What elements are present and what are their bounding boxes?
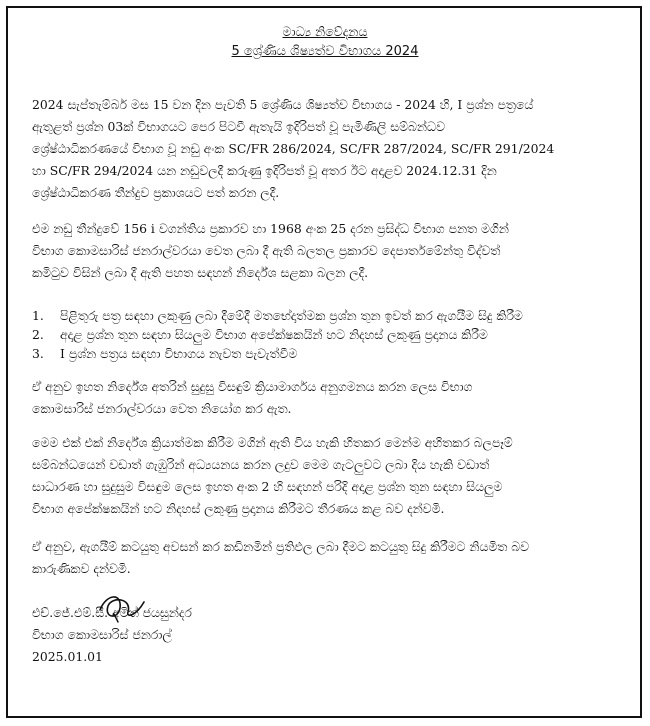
list-text: අදාළ ප්‍රශ්න තුන සඳහා සියලුම විභාග අපේක්ෂකයින් හට නිදහස් ලකුණු ප්‍රදානය කිරීම [60,327,488,342]
paragraph-line: කමිටුව විසින් ලබා දී ඇති පහත සඳහන් නිර්දේශ සළකා බලන ලදී. [32,265,369,280]
signatory-name: එච්.ජේ.එම්.සී. අමිත් ජයසුන්දර [32,605,192,620]
document-subtitle: 5 ශ්‍රේණිය ශිෂ්‍යත්ව විභාගය 2024 [231,44,419,59]
list-item [32,344,616,363]
paragraph-court-case [32,94,616,204]
signature-date: 2025.01.01 [32,649,103,664]
paragraph-line: සාධාරණ හා සුදුසුම විසඳුම ලෙස ඉහත අංක 2 හි සඳහන් පරිදි අදාළ ප්‍රශ්න තුන සඳහා සියලුම [32,479,503,494]
signatory-designation: විභාග කොමසාරිස් ජනරාල් [32,627,172,642]
paragraph-closing [32,536,616,580]
document-title: මාධ්‍ය නිවේදනය [282,24,368,39]
paragraph-line: හා SC/FR 294/2024 යන නඩුවලදී කරුණු ඉදිරිපත් වූ අතර ඊට අදාළව 2024.12.31 දින [32,163,497,178]
list-item [32,306,616,325]
paragraph-line: ඇතුළත් ප්‍රශ්න 03ක් විභාගයට පෙර පිටවී ඇතැයි ඉදිරිපත් වූ පැමිණිලි සම්බන්ධව [32,119,446,134]
paragraph-line: ඒ අනුව ඉහත නිර්දේශ අතරින් සුදුසු විසඳුම් ක්‍රියාමාර්ගය අනුගමනය කරන ලෙස විභාග [32,379,473,394]
paragraph-line: විභාග කොමසාරිස් ජනරාල්වරයා වෙත ලබා දී ඇති බලතල ප්‍රකාරව දෙපාර්තමේන්තු විද්වත් [32,243,501,258]
paragraph-line: ඒ අනුව, ඇගයීම් කටයුතු අවසන් කර කඩිනමින් ප්‍රතිඵල ලබා දීමට කටයුතු සිදු කිරීමට නියමිත බව [32,539,530,554]
paragraph-line: ශ්‍රේෂ්ඨාධිකරණ තීන්දුව ප්‍රකාශයට පත් කරන ලදී. [32,185,280,200]
paragraph-line: ශ්‍රේෂ්ඨාධිකරණයේ විභාග වූ නඩු අංක SC/FR 286/2024, SC/FR 287/2024, SC/FR 291/2024 [32,141,555,156]
paragraph-line: විභාග අපේක්ෂකයින් හට නිදහස් ලකුණු ප්‍රදානය කිරීමට තීරණය කළ බව දන්වමි. [32,501,445,516]
recommendation-list [32,306,616,363]
signature-block [32,602,192,668]
paragraph-order [32,376,616,420]
paragraph-decision [32,432,616,520]
paragraph-line: 2024 සැප්තැම්බර් මස 15 වන දින පැවති 5 ශ්‍රේණිය ශිෂ්‍යත්ව විභාගය - 2024 හි, I ප්‍රශ්න පත්‍රයේ [32,97,534,112]
paragraph-line: කොමසාරිස් ජනරාල්වරයා වෙත නියෝග කර ඇත. [32,401,292,416]
paragraph-committee [32,218,616,284]
list-number: 1. [32,308,44,323]
paragraph-line: සම්බන්ධයෙන් වඩාත් ගැඹුරින් අධ්‍යයනය කරන ලදුව මෙම ගැටලුවට ලබා දිය හැකි වඩාත් [32,457,490,472]
paragraph-line: එම නඩු තීන්දුවේ 156 i වගන්තිය ප්‍රකාරව හා 1968 අංක 25 දරන ප්‍රසිද්ධ විභාග පනත මගින් [32,221,509,236]
list-text: I ප්‍රශ්න පත්‍රය සඳහා විභාගය නැවත පැවැත්වීම [60,346,298,361]
list-number: 3. [32,346,44,361]
list-number: 2. [32,327,44,342]
list-item [32,325,616,344]
paragraph-line: මෙම එක් එක් නිර්දේශ ක්‍රියාත්මක කිරීම මගින් ඇති විය හැකි හිතකර මෙන්ම අහිතකර බලපෑම් [32,435,513,450]
paragraph-line: කාරුණිකව දන්වමි. [32,561,131,576]
list-text: පිළිතුරු පත්‍ර සඳහා ලකුණු ලබා දීමේදී මතභේදාත්මක ප්‍රශ්න තුන ඉවත් කර ඇගයීම සිදු කිරීම [60,308,523,323]
